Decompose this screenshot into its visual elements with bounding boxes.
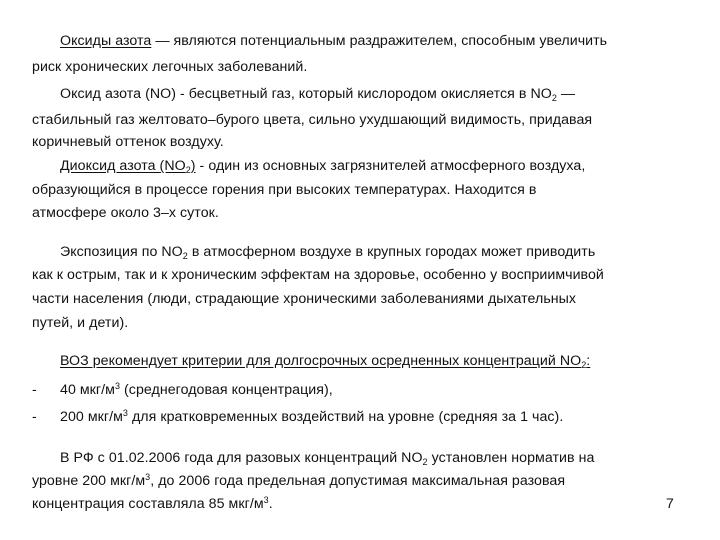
p6-line-2: уровне 200 мкг/$м^3$, до 2006 года предельная допустимая максимальная разовая (32, 472, 566, 489)
p4-line-3: части населения (люди, страдающие хроническими заболеваниями дыхательных (32, 291, 577, 307)
nitrogen-oxides-term: Оксиды азота (60, 33, 152, 49)
who-criteria-heading: ВОЗ рекомендует критерии для долгосрочных осредненных концентраций $NO_2$: (60, 353, 591, 370)
p3-line-3: атмосфере около 3–х суток. (32, 205, 219, 221)
bullet-item-short-term: 200 мкг/$м^3$ для кратковременных воздействий на уровне (средняя за 1 час). (60, 408, 564, 425)
page-number: 7 (666, 495, 674, 511)
p4-line-4: путей, и дети). (32, 315, 129, 331)
bullet-item-annual: 40 мкг/$м^3$ (среднегодовая концентрация), (60, 381, 333, 398)
p4-line-1: Экспозиция по $NO_2$ в атмосферном воздухе в крупных городах может приводить (60, 244, 596, 261)
bullet-marker: - (32, 382, 37, 398)
nitrogen-dioxide-term: Диоксид азота $(NO_2)$ (60, 158, 196, 175)
p4-line-2: как к острым, так и к хроническим эффектам на здоровье, особенно у восприимчивой (32, 267, 604, 283)
p1-line-1: Оксиды азота — являются потенциальным раздражителем, способным увеличить (60, 33, 608, 49)
p6-line-1: В РФ с 01.02.2006 года для разовых концентраций $NO_2$ установлен норматив на (60, 450, 595, 467)
bullet-marker: - (32, 409, 37, 425)
p6-line-3: концентрация составляла 85 мкг/$м^3$. (32, 495, 273, 512)
p1-line-2: риск хронических легочных заболеваний. (32, 59, 308, 75)
p2-line-2: стабильный газ желтовато–бурого цвета, сильно ухудшающий видимость, придавая (32, 112, 593, 128)
p3-line-2: образующийся в процессе горения при высоких температурах. Находится в (32, 182, 537, 198)
p3-line-1: Диоксид азота $(NO_2)$ - один из основных загрязнителей атмосферного воздуха, (60, 158, 586, 175)
p2-line-1: Оксид азота (NO) - бесцветный газ, который кислородом окисляется в $NO_2$ — (60, 86, 576, 103)
p2-line-3: коричневый оттенок воздуху. (32, 134, 224, 150)
